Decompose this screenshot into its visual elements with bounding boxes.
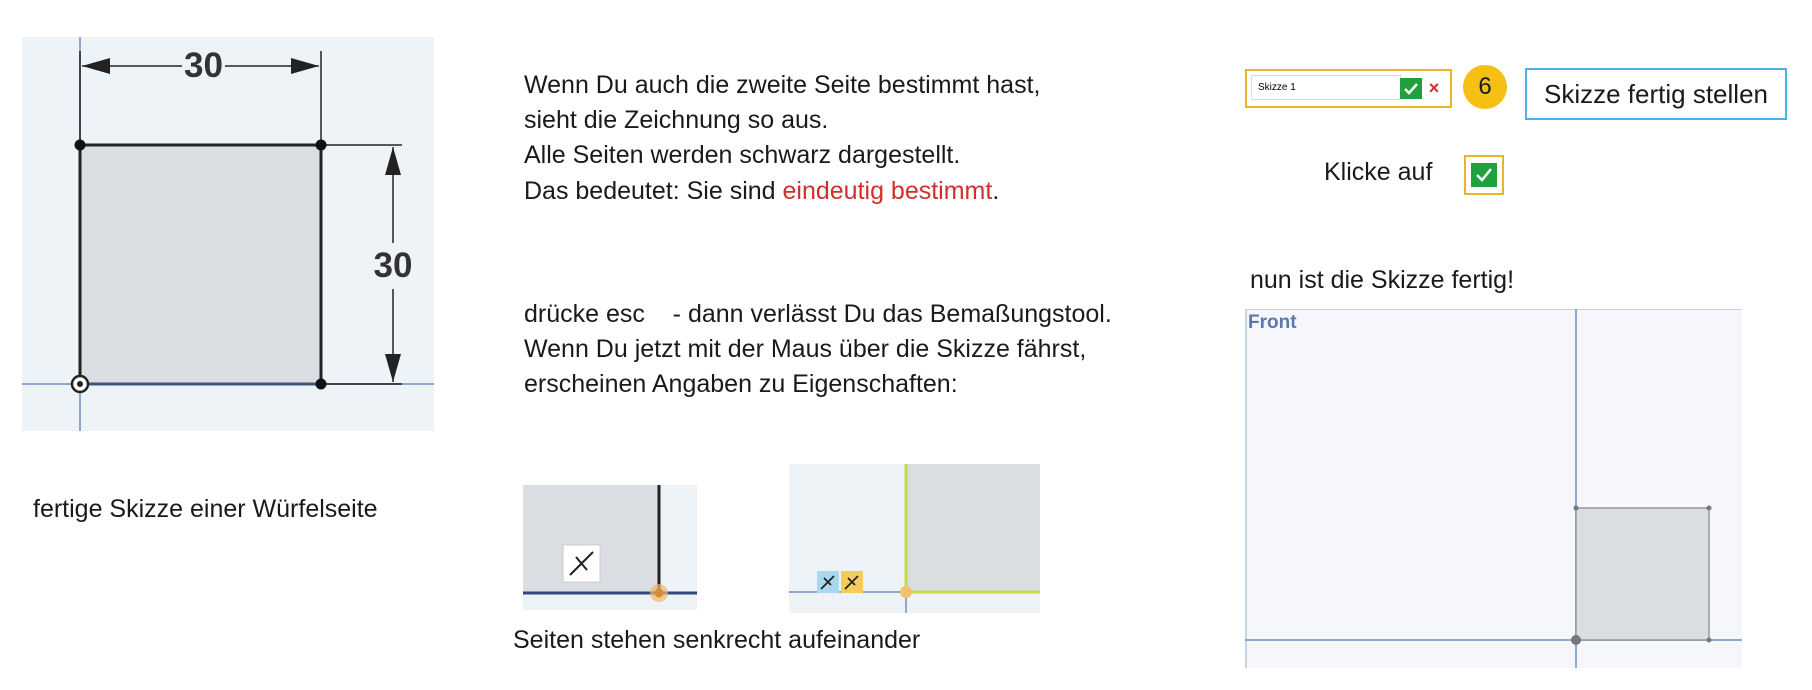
square-face — [80, 145, 321, 384]
perpendicular-constraint-icon-blue[interactable] — [817, 571, 839, 593]
square-sketch-panel — [22, 37, 434, 431]
esc-text-line-1: drücke esc - dann verlässt Du das Bemaßungstool. — [524, 300, 1112, 328]
corner-point[interactable] — [900, 586, 912, 598]
finish-sketch-label-box: Skizze fertig stellen — [1525, 68, 1787, 120]
sketch-name-input[interactable] — [1251, 75, 1401, 100]
vertex-point-top-left[interactable] — [1574, 506, 1579, 511]
sketch-done-text: nun ist die Skizze fertig! — [1250, 266, 1515, 294]
intro-text-line-1: Wenn Du auch die zweite Seite bestimmt hast, — [524, 71, 1041, 99]
arrowhead-right-bottom — [385, 354, 401, 382]
intro-text-line-4 — [524, 174, 999, 209]
vertex-point-top-right[interactable] — [316, 140, 327, 151]
square-sketch-drawing — [22, 37, 434, 431]
origin-point[interactable] — [1571, 635, 1581, 645]
confirm-sketch-button[interactable] — [1400, 78, 1422, 99]
arrowhead-top-right — [291, 58, 319, 74]
constraint-thumbnail-1 — [523, 485, 697, 610]
viewport-drawing — [1245, 309, 1742, 668]
constraint-thumbnail-2 — [789, 464, 1040, 613]
close-icon: × — [1428, 78, 1440, 98]
arrowhead-top-left — [82, 58, 110, 74]
constraint-thumbnail-2-drawing — [789, 464, 1040, 613]
esc-text-line-3: erscheinen Angaben zu Eigenschaften: — [524, 370, 958, 398]
vertex-point-top-right[interactable] — [1707, 506, 1712, 511]
esc-text-line-2: Wenn Du jetzt mit der Maus über die Skizze fährst, — [524, 335, 1087, 363]
click-instruction-label: Klicke auf — [1324, 158, 1433, 186]
square-sketch-caption: fertige Skizze einer Würfelseite — [33, 495, 378, 523]
origin-center-dot — [77, 381, 83, 387]
face-fill — [906, 464, 1040, 592]
sketch-viewport[interactable] — [1245, 309, 1742, 668]
sketch-name-box — [1245, 69, 1452, 108]
checkmark-icon — [1476, 168, 1492, 182]
perpendicular-constraint-icon[interactable] — [563, 545, 600, 582]
dimension-label-height[interactable]: 30 — [373, 246, 413, 285]
checkmark-icon — [1404, 83, 1418, 95]
intro-text-line-4-suffix: . — [992, 177, 1000, 205]
finished-square[interactable] — [1576, 508, 1709, 640]
vertex-point-bottom-right[interactable] — [316, 379, 327, 390]
constraint-caption: Seiten stehen senkrecht aufeinander — [513, 626, 921, 654]
arrowhead-right-top — [385, 147, 401, 175]
dimension-label-width[interactable]: 30 — [184, 46, 223, 85]
perpendicular-constraint-icon-yellow[interactable] — [841, 571, 863, 593]
intro-text-line-2: sieht die Zeichnung so aus. — [524, 106, 829, 134]
intro-text-line-3: Alle Seiten werden schwarz dargestellt. — [524, 141, 961, 169]
vertex-point-bottom-right[interactable] — [1707, 638, 1712, 643]
confirm-checkbox-highlight[interactable] — [1464, 155, 1504, 195]
constraint-thumbnail-1-drawing — [523, 485, 697, 610]
cancel-sketch-button[interactable] — [1426, 76, 1442, 100]
corner-point[interactable] — [655, 589, 664, 598]
intro-text-line-4-prefix: Das bedeutet: Sie sind — [524, 177, 783, 205]
confirm-check-icon-box — [1471, 163, 1497, 187]
highlight-text-determined: eindeutig bestimmt — [782, 177, 993, 205]
step-number-badge: 6 — [1463, 65, 1507, 109]
vertex-point-top-left[interactable] — [75, 140, 86, 151]
front-plane-label: Front — [1248, 312, 1297, 333]
